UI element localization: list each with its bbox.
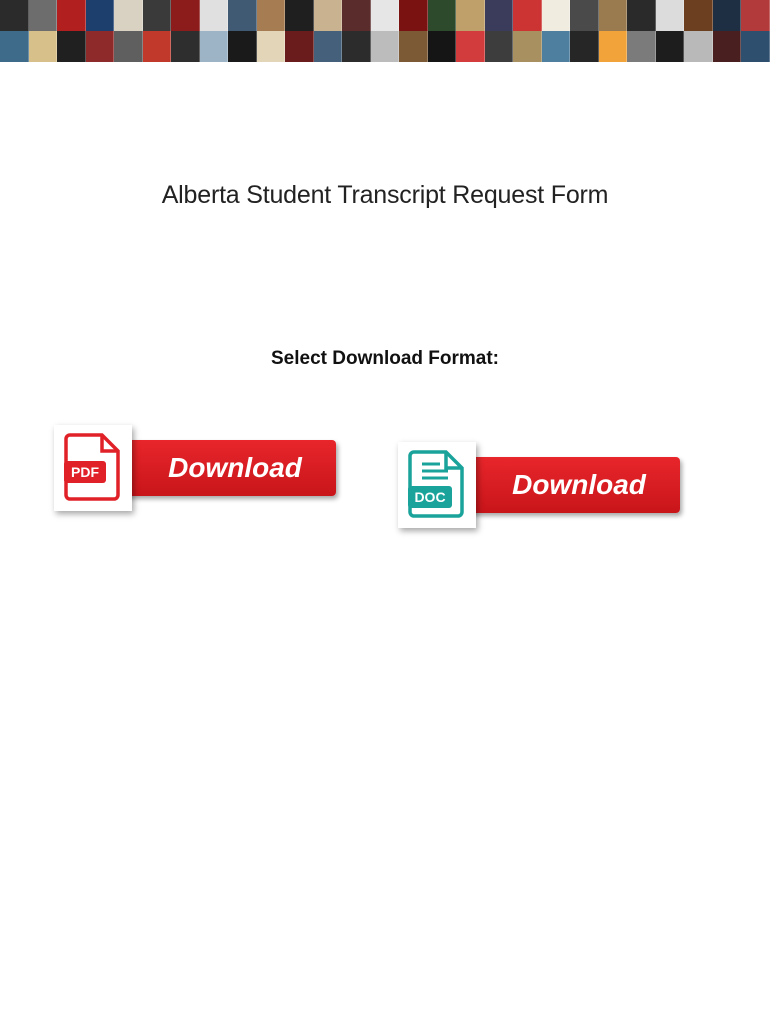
banner-tile <box>656 31 685 62</box>
banner-tile <box>456 31 485 62</box>
banner-tile <box>285 0 314 31</box>
banner-tile <box>257 31 286 62</box>
pdf-badge-text: PDF <box>71 464 99 480</box>
banner-tile <box>143 31 172 62</box>
banner-tile <box>0 0 29 31</box>
banner-tile <box>200 31 229 62</box>
banner-tile <box>627 31 656 62</box>
banner-tile <box>228 31 257 62</box>
banner-tile <box>29 31 58 62</box>
download-pdf-label: Download <box>168 452 302 483</box>
banner-tile <box>741 0 770 31</box>
download-doc-group[interactable] <box>398 442 688 537</box>
banner-tile <box>342 0 371 31</box>
banner-tile <box>570 31 599 62</box>
banner-tile <box>200 0 229 31</box>
banner-tile <box>428 0 457 31</box>
banner-tile <box>485 31 514 62</box>
page-title: Alberta Student Transcript Request Form <box>161 181 609 209</box>
banner-tile <box>713 31 742 62</box>
banner-tile <box>143 0 172 31</box>
banner-tile <box>599 0 628 31</box>
banner-tile <box>371 31 400 62</box>
banner-tile <box>513 0 542 31</box>
banner-tile <box>114 31 143 62</box>
banner-tile <box>485 0 514 31</box>
banner-tile <box>171 0 200 31</box>
pdf-file-icon[interactable] <box>54 425 132 511</box>
banner-tile <box>0 31 29 62</box>
banner-tile <box>29 0 58 31</box>
doc-badge-text: DOC <box>414 489 446 505</box>
banner-tile <box>86 0 115 31</box>
banner-tile <box>542 0 571 31</box>
banner-tile <box>257 0 286 31</box>
download-pdf-group[interactable] <box>54 425 344 520</box>
banner-tile <box>86 31 115 62</box>
banner-tile <box>285 31 314 62</box>
banner-tile <box>171 31 200 62</box>
banner-tile <box>656 0 685 31</box>
banner-tile <box>342 31 371 62</box>
banner-tile <box>114 0 143 31</box>
banner-tile <box>599 31 628 62</box>
banner-tile <box>570 0 599 31</box>
banner-tile <box>314 0 343 31</box>
banner-tile <box>314 31 343 62</box>
banner-tile <box>627 0 656 31</box>
banner-tile <box>513 31 542 62</box>
banner-tile <box>57 0 86 31</box>
banner-tile <box>542 31 571 62</box>
banner-tile <box>713 0 742 31</box>
select-format-label: Select Download Format: <box>270 348 500 369</box>
download-doc-button[interactable] <box>466 457 680 513</box>
banner-tile <box>428 31 457 62</box>
banner-tile <box>57 31 86 62</box>
download-doc-label: Download <box>512 469 646 500</box>
banner-tile <box>399 31 428 62</box>
doc-file-icon[interactable] <box>398 442 476 528</box>
banner-tile <box>684 31 713 62</box>
movie-poster-banner <box>0 0 770 62</box>
banner-tile <box>684 0 713 31</box>
banner-tile <box>741 31 770 62</box>
banner-tile <box>399 0 428 31</box>
banner-tile <box>456 0 485 31</box>
banner-tile <box>228 0 257 31</box>
download-pdf-button[interactable] <box>122 440 336 496</box>
banner-tile <box>371 0 400 31</box>
